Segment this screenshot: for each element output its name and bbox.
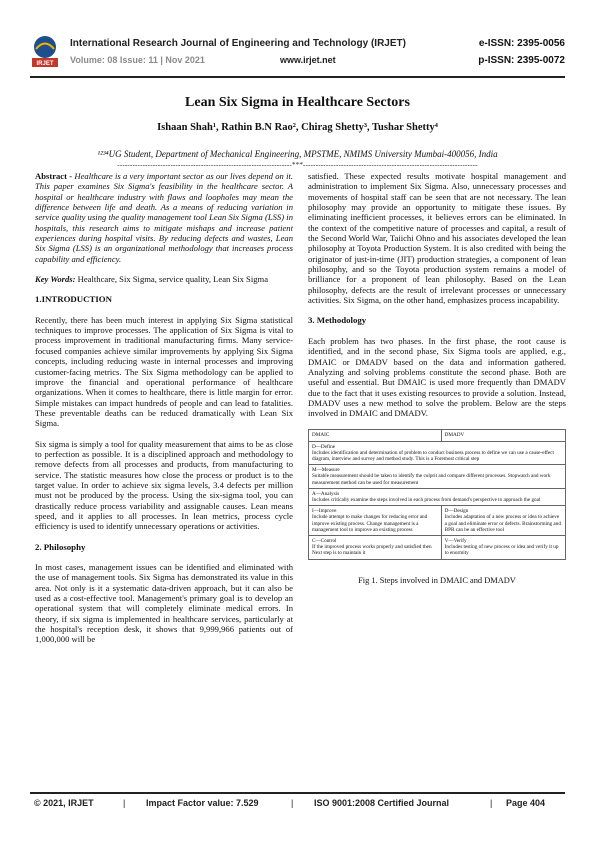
section-separator: ---------------------------------------------------------------------***--------------------------------------------------------------------- [117, 161, 478, 169]
footer-iso: ISO 9001:2008 Certified Journal [314, 798, 450, 808]
heading-philosophy: 2. Philosophy [35, 541, 86, 552]
abstract-label: Abstract - [35, 171, 75, 181]
table-cell-verify: V—Verify Includes testing of new process or idea and verify it up to enormity [441, 536, 565, 560]
table-header-dmaic: DMAIC [309, 429, 442, 441]
table-cell-analysis: A—Analysis Includes critically examine the steps involved in each process from demand's perspective to approach the goal [309, 488, 566, 505]
abstract-text: Healthcare is a very important sector as our lives depend on it. This paper examines Six Sigma's feasibility in the healthcare sector. A hospital or healthcare industry with flaws and loopholes may mean the difference between life and death. As a means of reducing variation in service quality using the quality management tool Lean Six Sigma (LSS) in hospitals, this research aims to mitigate mishaps and increase patient experiences during hospital visits. By reducing defects and wastes, Lean Six Sigma (LSS) is an organizational methodology that increases process capability and efficiency. [35, 171, 293, 264]
keywords-text: Healthcare, Six Sigma, service quality, Lean Six Sigma [77, 274, 269, 285]
abstract [35, 171, 293, 264]
intro-paragraph-2: Six sigma is simply a tool for quality measurement that aims to be as close to perfection as possible. It is a disciplined approach and methodology to remove defects from all processes and products, from manufacturing to service. The statistic measures how close the process or product is to the target value. In order to achieve six sigma levels, 3.4 defects per million must not be produced by the process. Using the six-sigma tool, you can drastically reduce process variability and assignable causes. Lean means speed, and it applies to all processes. In lean metrics, process cycle efficiency is used to identify unnecessary operations or activities. [35, 438, 293, 532]
methodology-paragraph: Each problem has two phases. In the first phase, the root cause is identified, and in the second phase, Six Sigma tools are applied, e.g., DMAIC or DMADV based on the data and information gathered. Analyzing and solving problems constitute the second phase. Both are useful and essential. But DMAIC is used more frequently than DMADV due to the fact that it uses existing resources to provide a solution. Instead, DMADV uses a new method to solve the problem. Below are the steps involved in DMAIC and DMADV. [308, 335, 566, 419]
philosophy-continued: satisfied. These expected results motivate hospital management and administration to implement Six Sigma. Also, unnecessary processes and movements of hospital staff can be seen that are not necessary. The lean philosophy may provide an opportunity to mitigate these issues. By eliminating inefficient processes, it believes errors can be eliminated. In the context of the competitive nature of processes and capital, a result of the Second World War, Taiichi Ohno and his associates developed the lean philosophy at Toyota Production System. It is also credited with being the originator of just-in-time (JIT) production strategies, a component of lean philosophy, and so the Toyota production system remains a model of brilliance for a proponent of lean philosophy. Based on the Lean philosophy, defects are the result of irrelevant processes or unnecessary activities. Six Sigma, on the other hand, emphasizes process incapability. [308, 171, 566, 306]
paper-authors: Ishaan Shah¹, Rathin B.N Rao², Chirag Shetty³, Tushar Shetty⁴ [157, 122, 438, 133]
table-cell-design: D—Design Includes adaptation of a new process or idea to achieve a goal and eliminate error or defects. Brainstorming and BPR can be an effective tool [441, 506, 565, 536]
header-rule [30, 76, 565, 78]
logo-text: IRJET [36, 61, 54, 67]
heading-methodology: 3. Methodology [308, 315, 367, 326]
right-column [308, 171, 566, 586]
paper-title: Lean Six Sigma in Healthcare Sectors [185, 95, 410, 110]
journal-website[interactable]: www.irjet.net [280, 55, 336, 65]
dmaic-dmadv-table [308, 429, 566, 560]
paper-affiliation: ¹²³⁴UG Student, Department of Mechanical Engineering, MPSTME, NMIMS University Mumbai-400056, India [97, 149, 498, 159]
figure-caption: Fig 1. Steps involved in DMAIC and DMADV [358, 575, 516, 585]
keywords [35, 274, 293, 284]
footer-impact-factor: Impact Factor value: 7.529 [146, 798, 259, 808]
page-header [30, 34, 565, 74]
volume-issue: Volume: 08 Issue: 11 | Nov 2021 [70, 55, 205, 65]
footer-divider: | [123, 798, 126, 808]
table-cell-improve: I—Improve Include attempt to make changes for reducing error and improve existing process. Change management is a management tool to improve an existing process [309, 506, 442, 536]
footer-rule [30, 792, 565, 794]
footer-copyright: © 2021, IRJET [34, 798, 94, 808]
intro-paragraph-1: Recently, there has been much interest in applying Six Sigma statistical techniques to improve processes. The application of Six Sigma is vital to process improvement in traditional manufacturing firms. Many service-focused companies achieve similar improvements by applying Six Sigma concepts, including reducing waste in internal processes and improving customer-facing metrics. The Six Sigma methodology can be applied to improve the financial and operational performance of healthcare organizations. When it comes to healthcare, there is little margin for error. Simple mistakes can impact hundreds of people and can lead to fatalities. These preventable deaths can be reduced dramatically with Lean Six Sigma. [35, 314, 293, 429]
table-cell-control: C—Control If the improved process works properly and satisfied then Next step is to maintain it [309, 536, 442, 560]
keywords-label: Key Words: [35, 274, 78, 285]
left-column [35, 171, 293, 655]
journal-title: International Research Journal of Engineering and Technology (IRJET) [70, 38, 406, 49]
footer-divider: | [291, 798, 294, 808]
e-issn: e-ISSN: 2395-0056 [478, 38, 565, 49]
irjet-logo-icon [30, 34, 60, 68]
table-cell-measure: M—Measure Suitable measurement should be taken to identify the culprit and compare different processes. Stopwatch and work measurement method can be used for measurement [309, 465, 566, 489]
philosophy-paragraph: In most cases, management issues can be identified and eliminated with the use of management tools. Six Sigma has demonstrated its value in this area. Not only is it a systematic data-driven approach, but it can also be used as a cost-effective tool. Management's primary goal is to develop an operational system that will completely eliminate medical errors. In theory, if six sigma is implemented in healthcare services, particularly at the hospital's reception desk, it shows that 9,999,966 patients out of 1,000,000 will be [35, 562, 293, 645]
footer-page-number: Page 404 [506, 798, 546, 808]
heading-introduction: 1.INTRODUCTION [35, 294, 112, 305]
footer-divider: | [490, 798, 493, 808]
table-cell-define: D—Define Includes identification and determination of problem to conduct business process to define we can use a cause-effect diagram, interview and survey and method study. This is a Foremost critical step [309, 441, 566, 465]
table-header-dmadv: DMADV [441, 429, 565, 441]
p-issn: p-ISSN: 2395-0072 [478, 55, 565, 66]
